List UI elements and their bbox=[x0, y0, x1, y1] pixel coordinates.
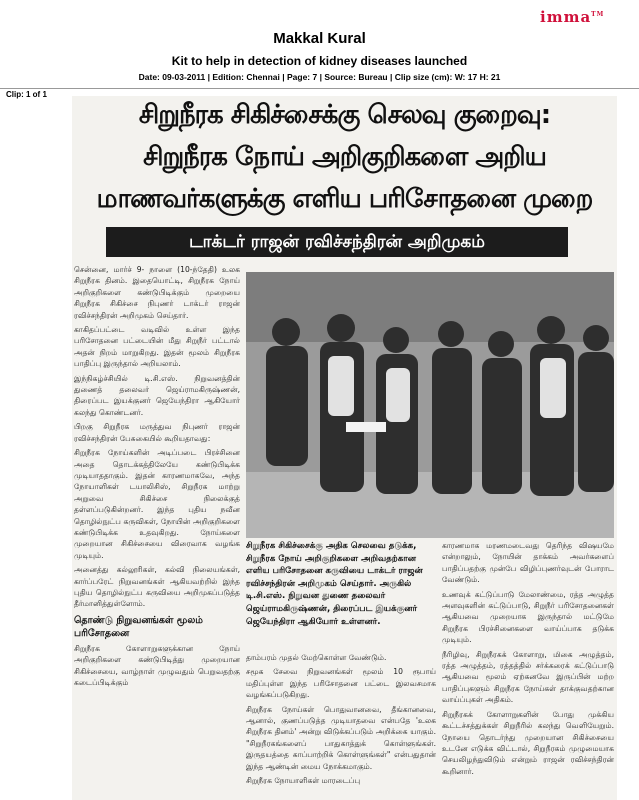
paragraph: பிறகு சிறுநீரக மருத்துவ நிபுணர் ராஜன் ரவிச்சந்திரன் பேசுகையில் கூறியதாவது: bbox=[74, 422, 240, 443]
paragraph: சிறுநீரகக் கோளாறுகளின் போது முக்கிய கூட்டச்சத்துக்கள் சிறுநீரில் கலந்து வெளியேறும். நோயை தொடர்ந்து முறையான சிகிச்சையை உடனே எடுக்க விட்டால், சிறுநீரகம் முழுமையாக செயலிழந்துவிடும் என்றும் ராஜன் ரவிச்சந்திரன் கூறினார். bbox=[442, 709, 614, 776]
article-title-line-3: மாணவர்களுக்கு எளிய பரிசோதனை முறை bbox=[96, 184, 593, 214]
divider bbox=[0, 88, 639, 89]
clip-counter: Clip: 1 of 1 bbox=[6, 90, 47, 99]
logo-trademark: TM bbox=[591, 11, 605, 18]
article-column-1 bbox=[74, 264, 240, 794]
paragraph: சிறுநீரக நோய்கள் பொதுவானவை, தீங்கானவை, ஆனால், குணப்படுத்த முடியாதவை என்பதே 'உலக சிறுநீரக தினம்' அன்று விடுக்கப்படும் அறிக்கை யாகும். "சிறுநீரகங்களைப் பாதுகாத்துக் கொள்ளுங்கள். இருதயத்தை காப்பாற்றிக் கொள்ளுங்கள்" என்பதுதான் இந்த ஆண்டின் மைய நோக்கமாகும். bbox=[246, 704, 436, 771]
subtitle-banner: டாக்டர் ராஜன் ரவிச்சந்திரன் அறிமுகம் bbox=[106, 227, 568, 257]
imma-logo bbox=[540, 8, 604, 26]
photo-illustration bbox=[246, 272, 614, 538]
news-photo bbox=[246, 272, 614, 538]
newspaper-clipping bbox=[72, 96, 617, 800]
paragraph: சமூக சேவை நிறுவனங்கள் மூலம் 10 ரூபாய் மதிப்புள்ள இந்த பரிசோதனை பட்டை இலவசமாக வழங்கப்படுகிறது. bbox=[246, 667, 436, 700]
article-column-3 bbox=[442, 540, 614, 798]
paragraph: இந்நிகழ்ச்சியில் டி.சி.எஸ். நிறுவனத்தின் துணைத் தலைவர் ஜெய்ராமகிருஷ்ணன், திரைப்பட இயக்குனர் ஜெயேந்திரா ஆகியோர் கலந்து கொண்டனர். bbox=[74, 373, 240, 417]
clipping-header bbox=[0, 0, 639, 86]
paragraph: நீரிழிவு, சிறுநீரகக் கோளாறு, மிகை அழுத்தம், ரத்த அழுத்தம், ரத்தத்தில் சர்க்கரைக் கட்டுப்பாடு ஆகியவை மூலம் ஏற்கனவே இருப்பின் மற்ற பாதிப்புகளும் சிறுநீரக நோய்கள் தாக்குவதற்கான வாய்ப்புகள் அதிகம். bbox=[442, 649, 614, 705]
clipping-metadata: Date: 09-03-2011 | Edition: Chennai | Page: 7 | Source: Bureau | Clip size (cm): W: 17 H: 21 bbox=[138, 72, 501, 82]
paragraph: உணவுக் கட்டுப்பாடு மேலாண்மை, ரத்த அழுத்த அளவுகளின் கட்டுப்பாடு, சிறுநீர் பரிசோதனைகள் ஆகியவை முறையாக இருந்தால் மட்டுமே சிறுநீரக பிரச்சினைகளை வாய்ப்பாக தடுக்க முடியும். bbox=[442, 589, 614, 645]
paragraph: காரணமாக மரணமடைவது தெரிந்த விஷயமே என்றாலும், நோயின் தாக்கம் அவர்களைப் பாதிப்பதற்கு முன்பே விழிப்புணர்வுடன் போராட வேண்டும். bbox=[442, 541, 614, 585]
photo-caption: சிறுநீரக சிகிச்சைக்கு அதிக செலவை தடுக்க, சிறுநீரக நோய் அறிகுறிகளை அறிவதற்கான எளிய பரிசோதனை கருவியை டாக்டர் ராஜன் ரவிச்சந்திரன் அறிமுகம் செய்தார். அருகில் டி.சி.எஸ். நிறுவன துணை தலைவர் ஜெய்ராமகிருஷ்ணன், திரைப்பட இயக்குனர் ஜெயேந்திரா ஆகியோர் உள்ளனர். bbox=[246, 541, 423, 627]
clipping-headline: Kit to help in detection of kidney diseases launched bbox=[171, 54, 468, 68]
article-title-line-1: சிறுநீரக சிகிச்சைக்கு செலவு குறைவு: bbox=[138, 100, 551, 130]
article-column-2 bbox=[246, 652, 436, 798]
paragraph: சிறுநீரக கோளாறுகளுக்கான நோய் அறிகுறிகளை கண்டுபிடித்து முறையான சிகிச்சையை, வாழ்நாள் முழுவதும் பெறுவதற்கு கடைப்பிடிக்கும் bbox=[74, 643, 240, 687]
paragraph: சென்னை, மார்ச் 9- நாளை (10-ந்தேதி) உலக சிறுநீரக தினம். இதையொட்டி, சிறுநீரக நோய் அறிகுறிகளை கண்டுபிடிக்கும் முறையை சிறுநீரக சிகிச்சை நிபுணர் டாக்டர் ராஜன் ரவிச்சந்திரன் அறிமுகம் செய்தார். bbox=[74, 265, 240, 320]
paragraph: தாம்பரம் முதல் மேற்கொள்ள வேண்டும். bbox=[246, 653, 387, 662]
paragraph: சிறுநீரக நோய்களின் அடிப்படை பிரச்சினை அதை தொடக்கத்திலேயே கண்டுபிடிக்க முடியாததாகும். இதன் காரணமாகவே, அந்த நோயாளிகள் டயாலிசிஸ், சிறுநீரக மாற்று அறுவை சிகிச்சை நிலைக்குத் தள்ளப்படுகின்றனர். இந்த புதிய நவீன தொழில்நுட்ப கருவிகள், நோயின் அறிகுறிகளை கண்டுபிடிக்க உதவுகிறது. நோய்களை முறையான சிகிச்சையை விரைவாக வழங்க முடியும். bbox=[74, 448, 240, 560]
paragraph: காகிதப்பட்டை வடிவில் உள்ள இந்த பரிசோதனை பட்டையின் மீது சிறுநீர் பட்டால் அதன் நிறம் மாறுகிறது. இதன் மூலம் சிறுநீரக பாதிப்பு இருந்தால் அறியலாம். bbox=[74, 325, 240, 369]
paragraph: அனைத்து கல்லூரிகள், கல்வி நிலையங்கள், கார்ப்பரேட் நிறுவனங்கள் ஆகியவற்றில் இந்த புதிய தொழில்நுட்ப கருவியை அறிமுகப்படுத்த தீர்மானித்துள்ளோம். bbox=[74, 565, 240, 609]
article-title-line-2: சிறுநீரக நோய் அறிகுறிகளை அறிய bbox=[143, 142, 546, 172]
logo-text: imma bbox=[540, 8, 592, 26]
article-subheading: தொண்டு நிறுவனங்கள் மூலம் பரிசோதனை bbox=[74, 614, 203, 639]
newspaper-name: Makkal Kural bbox=[273, 30, 366, 47]
paragraph: சிறுநீரக நோயாளிகள் மாரடைப்பு bbox=[246, 776, 361, 786]
